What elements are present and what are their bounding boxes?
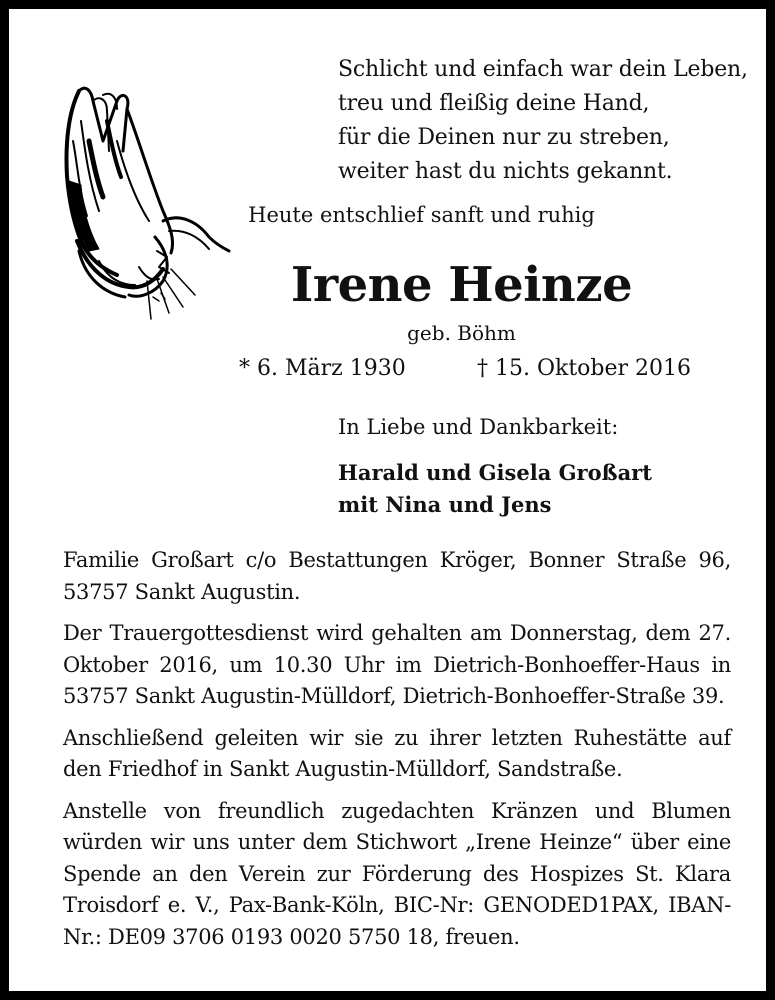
intro-line: Heute entschlief sanft und ruhig	[248, 203, 595, 227]
poem-line: treu und fleißig deine Hand,	[338, 91, 650, 116]
poem-line: für die Deinen nur zu streben,	[338, 125, 670, 150]
mourners-names	[338, 457, 652, 521]
notice-details	[63, 545, 731, 963]
poem-line: weiter hast du nichts gekannt.	[338, 159, 673, 184]
donation-paragraph: Anstelle von freundlich zugedachten Kränzen und Blumen würden wir uns unter dem Stichwort „Irene Heinze“ über eine Spende an den Verein zur Förderung des Hospizes St. Klara Troisdorf e. V., Pax-Bank-Köln, BIC-Nr: GENODED1PAX, IBAN-Nr.: DE09 3706 0193 0020 5750 18, freuen.	[63, 798, 731, 949]
deceased-name: Irene Heinze	[290, 257, 633, 313]
burial-paragraph: Anschließend geleiten wir sie zu ihrer letzten Ruhestätte auf den Friedhof in Sankt Augustin-Mülldorf, Sandstraße.	[63, 725, 731, 781]
mourners-line: Harald und Gisela Großart	[338, 460, 652, 485]
poem-line: Schlicht und einfach war dein Leben,	[338, 57, 748, 82]
poem-verse	[338, 53, 748, 189]
mourners-heading: In Liebe und Dankbarkeit:	[338, 415, 619, 439]
mourners-line: mit Nina und Jens	[338, 492, 552, 517]
family-address-paragraph: Familie Großart c/o Bestattungen Kröger, Bonner Straße 96, 53757 Sankt Augustin.	[63, 548, 731, 604]
death-date: † 15. Oktober 2016	[477, 356, 692, 381]
birth-name: geb. Böhm	[407, 321, 516, 345]
service-paragraph: Der Trauergottesdienst wird gehalten am Donnerstag, dem 27. Oktober 2016, um 10.30 Uhr im Dietrich-Bonhoeffer-Haus in 53757 Sankt Augustin-Mülldorf, Dietrich-Bonhoeffer-Straße 39.	[63, 621, 731, 708]
birth-date: * 6. März 1930	[239, 356, 406, 381]
